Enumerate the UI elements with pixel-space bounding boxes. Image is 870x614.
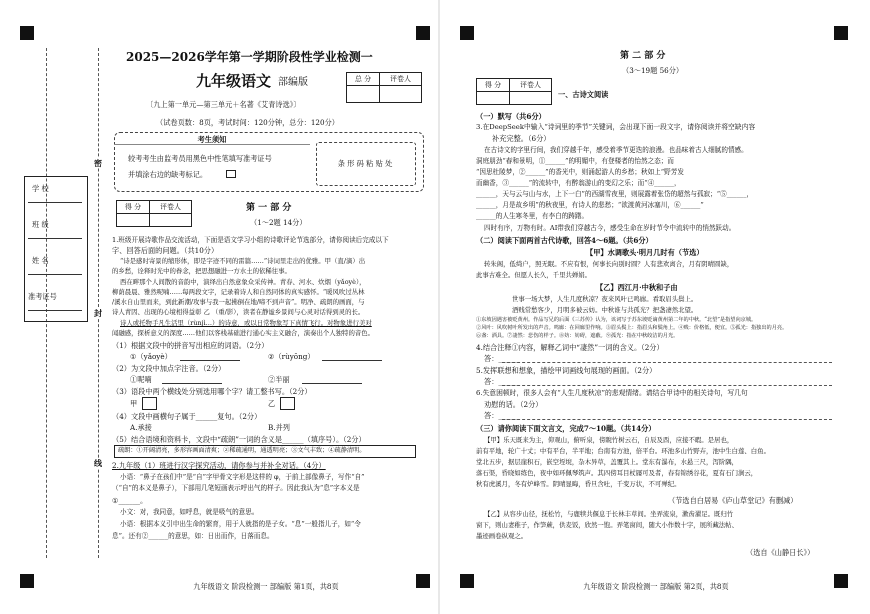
q1-sub3-item: 甲 <box>130 399 138 408</box>
notice-line1: 较考考生由监考员用黑色中性笔填写准考证号 <box>128 154 272 163</box>
prose-source: （节选自白居易《庐山草堂记》有删减） <box>668 496 798 505</box>
prose-line: 【甲】乐天既来为主，仰观山，俯听泉，傍睨竹树云石，自辰及酉，应接不暇。是居也， <box>484 436 734 444</box>
q3-passage: 在古诗文的字里行间，我们穿越千年，感受着季节更迭的浪漫。也品味着古人细腻的情感。 <box>484 146 748 154</box>
seal-mark: 封 <box>94 308 102 318</box>
q1-passage: 西在畔那个人间散的音韵中，演绎出自然意象众采传神。青春、河水、炊烟（yǎoyè）， <box>120 278 366 286</box>
q1-passage: 诗人青因、出现的心境相得益彰 乙 （重/影），读者在静谧乡景间与心灵对话得到灵的长。 <box>112 308 365 316</box>
q1-stem: 字、回答后面的问题。（共10分） <box>112 246 219 255</box>
prose-source: （选自《山静日长》） <box>746 548 815 557</box>
edition-label: 部编版 <box>278 77 308 88</box>
q1-passage: 柳荫晨晨、雅然呢喃……每两段文字，记录着诗人和自然同体的真实感怀。“暖风吹过丛林 <box>112 288 365 296</box>
q1-passage-underlined: 诗人或托物手凡生活里（rùnjì…）的诗意，或以日常物象写下真情飞行。对物象进行美对 <box>120 319 372 327</box>
q6-stem: 劝慰的话。（2分） <box>484 400 543 409</box>
grader-label: 评卷人 <box>149 201 191 214</box>
class-label: 班 级 <box>32 220 49 229</box>
prose-line: 堂北五步，据层崖积石，嵌空垤堄，杂木异草，盖覆其上。堂东有瀑布，水悬三尺，泻阶隅， <box>476 458 739 466</box>
poem-title: 【甲】水调歌头·明月几时有（节选） <box>586 248 704 257</box>
prose-line: 秋有虎溪月，冬有炉峰雪。阴晴显晦，昏旦含吐，千变万状，不可殚纪。 <box>476 480 681 488</box>
q1-sub1-item: ②（rùyōng） <box>268 352 315 361</box>
q1-sub3: （3）语段中两个横线处分别选用哪个字？请工整书写。（2分） <box>112 387 312 396</box>
q5-stem: 5.发挥联想和想象，描绘甲词画线句展现的画面。（2分） <box>476 366 657 375</box>
prose-line: 落石渠，昏晓如练色，夜中如环佩琴筑声。其四傍耳目杖屦可及者，春有锦绣谷花，夏有石门涧云， <box>476 469 758 477</box>
registration-mark <box>416 26 430 40</box>
q1-sub1-item: ①（yǎoyè） <box>130 352 172 361</box>
q3-passage[interactable]: “因思杜陵梦，②______”的香光中，则涌起游人的乡愁；秋如上“野芳发 <box>476 168 684 176</box>
q1-sub4-option: A.承接 <box>130 423 152 432</box>
q3-passage: 四时有序，万物有时。AI带我们穿越古今，感受生命在岁时节令中流转中的悄然跃动。 <box>484 224 736 232</box>
q1-sub3-item: 乙 <box>268 399 276 408</box>
total-score-cell[interactable] <box>347 86 380 103</box>
subsection-heading: （二）阅读下面两首古代诗歌，回答4～6题。（共6分） <box>476 236 653 245</box>
grader-label: 评卷人 <box>379 73 421 86</box>
q2-blank[interactable]: ①______。 <box>112 496 148 505</box>
registration-mark <box>460 574 474 588</box>
registration-mark <box>834 574 848 588</box>
prose-line: 窗下，则山妻稚子，作笋蕨，供麦饭，欣然一饱。弄笔窗间，随大小作数十字，展所藏法帖、 <box>476 521 739 529</box>
section-subtitle: （3～19题 56分） <box>622 66 684 75</box>
info-card-text: 疏朗：①开阔清亮，多形容画面清爽；②稀疏通明，通透明亮；③文气丰致；④疏静清明。 <box>118 447 366 454</box>
name-label: 姓 名 <box>32 256 49 265</box>
notice-title: 考生须知 <box>197 135 227 144</box>
answer-line[interactable] <box>502 362 832 363</box>
section-score-box <box>476 78 552 105</box>
exam-page-2 <box>446 8 864 604</box>
q2-stem: 2.九年级（1）班进行汉字探究活动，请你参与并补全对话。（4分） <box>112 461 326 470</box>
q1-passage: 的乡愁，诠释时光中的眷念，把思想融进一方水土的依稀往事。 <box>112 267 291 275</box>
answer-line[interactable] <box>502 419 832 420</box>
q1-sub5: （5）结合语境和资料卡，文段中“疏朗”一词的含义是______（填序号）。（2分） <box>112 435 366 444</box>
grader-label: 评卷人 <box>509 79 551 92</box>
section-score-box <box>116 200 192 227</box>
q1-sub1: （1）根据文段中的拼音写出相应的词语。（2分） <box>112 341 269 350</box>
score-cell[interactable] <box>477 92 510 105</box>
subsection-heading: （三）请你阅读下面文言文，完成7～10题。（共14分） <box>476 424 656 433</box>
prose-line: 【乙】从容步山径，抚松竹，与鹿犊共偃息于长林丰草间。坐弄流泉，漱齿濯足。既归竹 <box>484 510 734 518</box>
poem-line: 此事古难全。但愿人长久，千里共婵娟。 <box>476 271 592 279</box>
score-label: 得 分 <box>117 201 150 214</box>
exam-page-1 <box>6 8 434 604</box>
q6-stem: 6.失意困顿时，很多人会有“人生几度秋凉”的悲观情绪。请结合甲诗中的相关诗句，写几句 <box>476 389 748 397</box>
page-seam <box>438 0 440 614</box>
answer-line[interactable] <box>502 385 832 386</box>
answer-line[interactable] <box>322 360 382 361</box>
q3-passage[interactable]: 洞庭朋劲“春和景明，①______”的明媚中，有登楼者的怡然之态；而 <box>476 157 674 165</box>
poem-title: 【乙】西江月·中秋和子由 <box>596 283 678 292</box>
q1-sub4: （4）文段中画横句子属于______复句。（2分） <box>112 412 262 421</box>
q2-dialog: 息”。还有②______的意思，如：日出而作，日落而息。 <box>112 532 274 540</box>
absent-checkbox[interactable] <box>226 170 236 178</box>
section-title: 第 一 部 分 <box>246 203 292 213</box>
subject-title: 九年级语文 <box>196 72 272 90</box>
registration-mark <box>20 26 34 40</box>
q1-sub2-item: ②半丽 <box>268 375 290 384</box>
poem-note: ⑥盏：酒具。⑦凄然：悲伤的样子。⑧妨：妨碍，遮蔽。⑨孤光：指在中秋皎洁的月光。 <box>476 333 679 339</box>
total-label: 总 分 <box>347 73 380 86</box>
q1-sub4-option: B.并列 <box>268 423 290 432</box>
grader-cell[interactable] <box>379 86 421 103</box>
q1-sub2: （2）为文段中加点字注音。（2分） <box>112 364 226 373</box>
total-score-box <box>346 72 422 103</box>
q4-answer[interactable]: 答：______ <box>484 354 520 363</box>
poem-note: ①东坡因遇害被贬黄州。作品写兄的后面《三苏传》认为，该词写于苏东坡贬谪黄州第二年的中秋。“北望”是指望向京城。 <box>476 317 757 323</box>
q2-dialog: 小语：根据本义引申出生命的繁育，用于人就指的是子女。“息”一般指儿子，如“令 <box>120 520 361 528</box>
exam-id-field[interactable] <box>28 310 82 311</box>
school-label: 学 校 <box>32 184 49 193</box>
prose-line: 墨迹画卷纵观之。 <box>476 532 528 540</box>
exam-id-label: 准考证号 <box>28 292 57 301</box>
q1-passage: /溪水自山里而来，到此新潮/攻事与我一起拂倒在地/啼不到声音”。明净、疏朗的画面，与 <box>112 298 365 306</box>
q3-passage[interactable]: ______的人生寒冬里，有李白的踌躇。 <box>476 212 589 220</box>
registration-mark <box>460 26 474 40</box>
poem-line: 转朱阁，低绮户，照无眠。不应有恨，何事长向别时圆？人有悲欢离合，月有阴晴圆缺， <box>484 260 734 268</box>
seal-mark: 线 <box>94 458 102 468</box>
score-cell[interactable] <box>117 214 150 227</box>
registration-mark <box>834 26 848 40</box>
q1-stem: 1.班级开展诗歌作品交流活动，下面是语文学习小组的诗歌评论节选部分，请你阅读后完成以下 <box>112 236 389 244</box>
q2-dialog: 小语：“鼻子在孩们中”是“自”字甲骨文字形是这样的 φ，于前上部像鼻子，写作“自” <box>120 473 365 481</box>
answer-line[interactable] <box>302 383 362 384</box>
q3-passage[interactable]: 而幽香，③______”的流转中，有醉翁游山的变幻之乐；而“④______， <box>476 179 681 187</box>
answer-line[interactable] <box>162 383 222 384</box>
grader-cell[interactable] <box>509 92 551 105</box>
score-label: 得 分 <box>477 79 510 92</box>
barcode-label: 条 形 码 粘 贴 处 <box>337 159 393 168</box>
class-field[interactable] <box>28 238 82 239</box>
exam-title: 2025—2026学年第一学期阶段性学业检测一 <box>126 50 373 64</box>
q1-passage: 闻融感，探析意义的深度……他们以客栈基础进行通心实主义融合，演奏出个人独特的音色。 <box>112 329 375 337</box>
part-title: 一、古诗文阅读 <box>558 90 609 99</box>
poem-note: ②风叶：风吹树叶所发出的声音。鸣廊：在回廊里作响。③眉头鬓上：指眉头和鬓角上。④贱：价格低，便宜。⑤孤光：指独出的月亮。 <box>476 325 788 331</box>
q6-answer[interactable]: 答：______ <box>484 411 520 420</box>
q2-dialog: 小文：对，我同意，如呼息，就是吸气的意思。 <box>120 508 259 516</box>
subsection-heading: （一）默写（共6分） <box>476 112 546 121</box>
poem-line: 酒贱常愁客少，月明多被云妨。中秋谁与共孤光？把盏凄然北望。 <box>512 306 698 314</box>
section-title: 第 二 部 分 <box>620 51 666 61</box>
answer-box[interactable] <box>142 397 157 410</box>
q5-answer[interactable]: 答：______ <box>484 377 520 386</box>
q3-passage[interactable]: ______，天与云与山与水，上下一白”的西湖雪夜里，则展露着张岱的超然与孤寂；“⑤______， <box>476 190 754 198</box>
q2-dialog: （“自”的本义是鼻子），下部用几笔短画表示呼出气的样子。因此我认为“息”字本义是 <box>112 484 360 492</box>
notice-line2: 并填涂右边的缺考标记。 <box>128 170 208 179</box>
q3-stem: 补充完整。（6分） <box>492 134 551 143</box>
page-footer: 九年级语文 阶段检测一 部编版 第1页，共8页 <box>193 582 339 591</box>
grader-cell[interactable] <box>149 214 191 227</box>
answer-box[interactable] <box>280 397 295 410</box>
seal-mark: 密 <box>94 158 102 168</box>
section-subtitle: （1～2题 14分） <box>250 218 307 227</box>
q3-stem: 3.在DeepSeek中输入“诗词里的季节”关键词，会出现下面一段文字，请你阅读并将空缺内容 <box>476 123 756 131</box>
page-footer: 九年级语文 阶段检测一 部编版 第2页，共8页 <box>583 582 729 591</box>
poem-line: 世事一场大梦，人生几度秋凉？夜来风叶已鸣廊。看取眉头鬓上。 <box>512 295 698 303</box>
q3-passage[interactable]: ______，月是故乡明”的秋夜里，有诗人的悲愁；“欲渡黄河冰塞川，⑥______” <box>476 201 704 209</box>
q1-sub2-item: ①呢喃 <box>130 375 152 384</box>
prose-line: 前有平地，轮广十丈；中有平台，半平地；台南有方池，倍平台。环池多山竹野卉，池中生白莲、白鱼。 <box>476 447 770 455</box>
name-field[interactable] <box>28 274 82 275</box>
q4-stem: 4.结合注释①内容，解释乙词中“凄然”一词的含义。（2分） <box>476 343 664 352</box>
school-field[interactable] <box>28 202 82 203</box>
answer-line[interactable] <box>180 360 240 361</box>
exam-info: （试卷页数：8页，考试时间：120分钟，总分：120分） <box>156 118 339 127</box>
exam-scope: 〔九上第一单元—第三单元＋名著《艾青诗选》〕 <box>146 100 301 109</box>
q1-passage: “诗是感时寄景的缩形体，即是字迹不同的雷篇……”诗词里走出的优雅。甲（直/滴）出 <box>120 257 366 265</box>
registration-mark <box>20 574 34 588</box>
